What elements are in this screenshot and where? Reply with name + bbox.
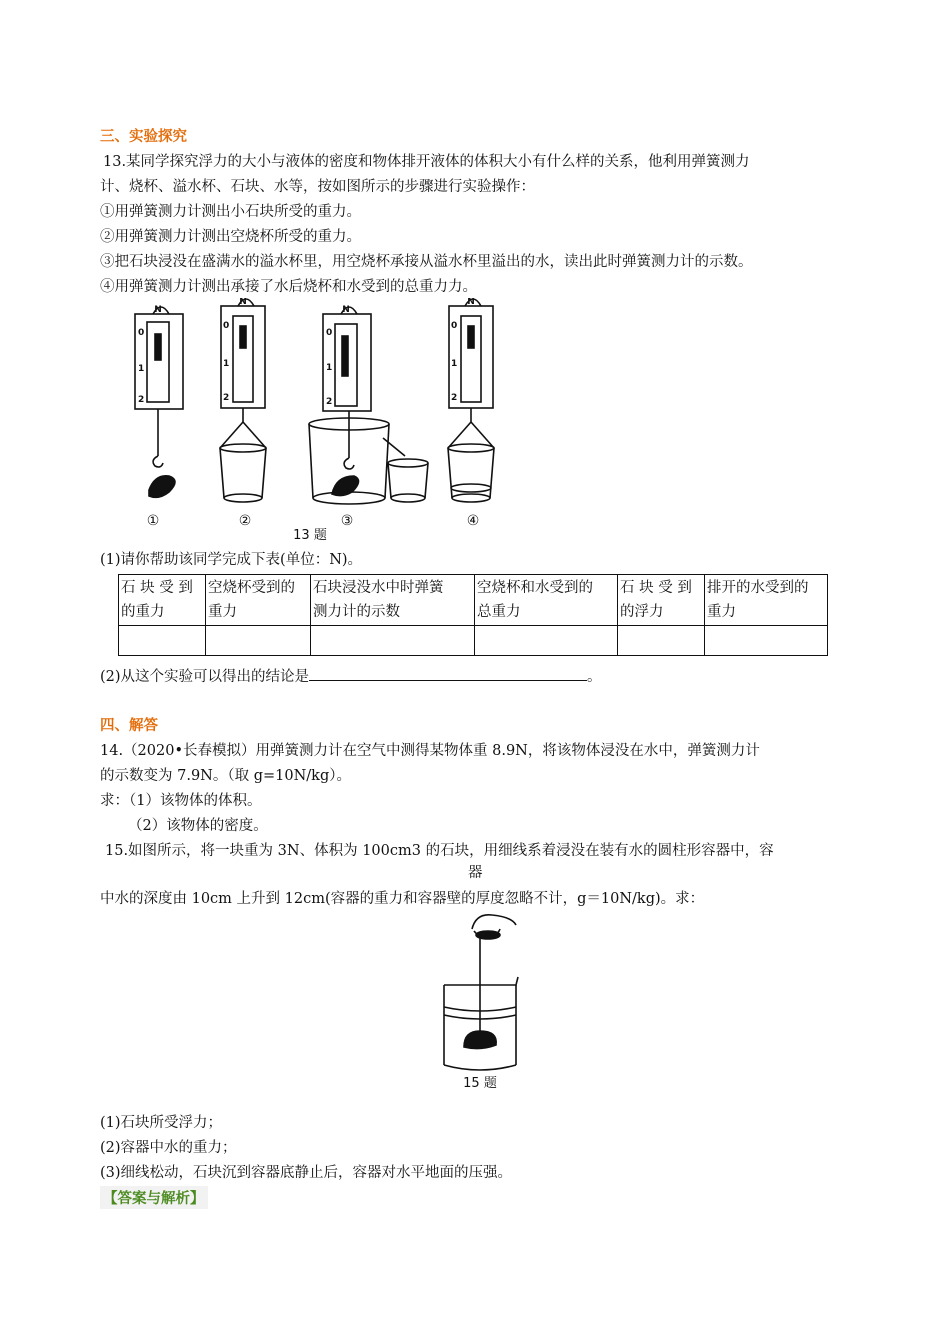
table-header-cell: [311, 575, 475, 626]
table-answer-cell[interactable]: [475, 626, 618, 656]
tick-label: 0: [138, 328, 145, 338]
header-line: 石 块 受 到: [121, 580, 193, 596]
scale-unit-label: N: [342, 305, 350, 315]
table-header-row: [119, 575, 828, 626]
header-line: 空烧杯受到的: [208, 580, 295, 596]
tick-label: 1: [138, 364, 145, 374]
q14-line4: （2）该物体的密度。: [128, 818, 268, 834]
q14-line2: 的示数变为 7.9N。（取 g=10N/kg）。: [100, 768, 351, 784]
header-line: 总重力: [477, 604, 521, 620]
table-answer-cell[interactable]: [311, 626, 475, 656]
scale-unit-label: N: [154, 305, 162, 315]
q13-part2-end: 。: [587, 669, 602, 685]
q14-line1: 14.（2020•长春模拟）用弹簧测力计在空气中测得某物体重 8.9N，将该物体浸没在水中，弹簧测力计: [100, 743, 760, 759]
header-line: 排开的水受到的: [707, 580, 809, 596]
q15-part2: (2)容器中水的重力；: [100, 1140, 237, 1156]
q13-step3: ③把石块浸没在盛满水的溢水杯里，用空烧杯承接从溢水杯里溢出的水，读出此时弹簧测力计的示数。: [100, 254, 753, 270]
tick-label: 1: [326, 363, 333, 373]
tick-label: 1: [451, 359, 458, 369]
header-line: 的重力: [121, 604, 165, 620]
scale-unit-label: N: [239, 298, 247, 307]
tick-label: 0: [223, 321, 230, 331]
table-header-cell: [119, 575, 206, 626]
figure-label-3: ③: [340, 513, 354, 529]
scale-unit-label: N: [467, 298, 475, 307]
q13-part1: (1)请你帮助该同学完成下表(单位：N)。: [100, 552, 363, 568]
header-line: 重力: [707, 604, 736, 620]
header-line: 的浮力: [620, 604, 664, 620]
q15-line1: 15.如图所示，将一块重为 3N、体积为 100cm3 的石块，用细线系着浸没在装有水的圆柱形容器中，容: [105, 843, 774, 859]
tick-label: 0: [451, 321, 458, 331]
table-header-cell: [475, 575, 618, 626]
tick-label: 1: [223, 359, 230, 369]
tick-label: 2: [451, 393, 458, 403]
figure-label-1: ①: [146, 513, 160, 529]
table-header-cell: [618, 575, 705, 626]
table-answer-row: [119, 626, 828, 656]
figure-label-4: ④: [466, 513, 480, 529]
q15-part3: (3)细线松动，石块沉到容器底静止后，容器对水平地面的压强。: [100, 1165, 513, 1181]
figure-13-spring-scales: [125, 298, 525, 543]
tick-label: 2: [326, 397, 333, 407]
header-line: 石块浸没水中时弹簧: [313, 580, 444, 596]
figure-13-caption: 13 题: [293, 528, 327, 543]
header-line: 测力计的示数: [313, 604, 400, 620]
q15-part1: (1)石块所受浮力；: [100, 1115, 223, 1131]
table-header-cell: [705, 575, 828, 626]
q13-intro-line2: 计、烧杯、溢水杯、石块、水等，按如图所示的步骤进行实验操作：: [100, 179, 535, 195]
q13-answer-table: [118, 574, 828, 656]
q13-step2: ②用弹簧测力计测出空烧杯所受的重力。: [100, 229, 361, 245]
table-header-cell: [206, 575, 311, 626]
answer-section-heading: 【答案与解析】: [100, 1186, 208, 1209]
figure-15-beaker: [430, 905, 540, 1093]
table-answer-cell[interactable]: [618, 626, 705, 656]
q13-step1: ①用弹簧测力计测出小石块所受的重力。: [100, 204, 361, 220]
figure-label-2: ②: [238, 513, 252, 529]
q13-step4: ④用弹簧测力计测出承接了水后烧杯和水受到的总重力力。: [100, 279, 477, 295]
header-line: 重力: [208, 604, 237, 620]
header-line: 空烧杯和水受到的: [477, 580, 593, 596]
header-line: 石 块 受 到: [620, 580, 692, 596]
table-answer-cell[interactable]: [206, 626, 311, 656]
tick-label: 2: [223, 393, 230, 403]
section-4-heading: 四、解答: [100, 718, 158, 734]
tick-label: 2: [138, 395, 145, 405]
figure-15-caption: 15 题: [463, 1076, 497, 1091]
q15-line1b: 器: [468, 865, 483, 881]
q13-part2: [100, 666, 602, 687]
stone-icon: [464, 1031, 496, 1049]
q13-answer-blank[interactable]: [309, 666, 587, 681]
q13-intro-line1: 13.某同学探究浮力的大小与液体的密度和物体排开液体的体积大小有什么样的关系，他利用弹簧测力: [103, 154, 750, 170]
hand-icon: [472, 915, 516, 929]
q14-line3: 求：（1）该物体的体积。: [100, 793, 262, 809]
q13-part2-text: (2)从这个实验可以得出的结论是: [100, 669, 310, 685]
section-3-heading: 三、实验探究: [100, 129, 187, 145]
table-answer-cell[interactable]: [705, 626, 828, 656]
tick-label: 0: [326, 328, 333, 338]
q15-line2: 中水的深度由 10cm 上升到 12cm(容器的重力和容器壁的厚度忽略不计，g＝10N/kg)。求：: [100, 891, 705, 907]
table-answer-cell[interactable]: [119, 626, 206, 656]
